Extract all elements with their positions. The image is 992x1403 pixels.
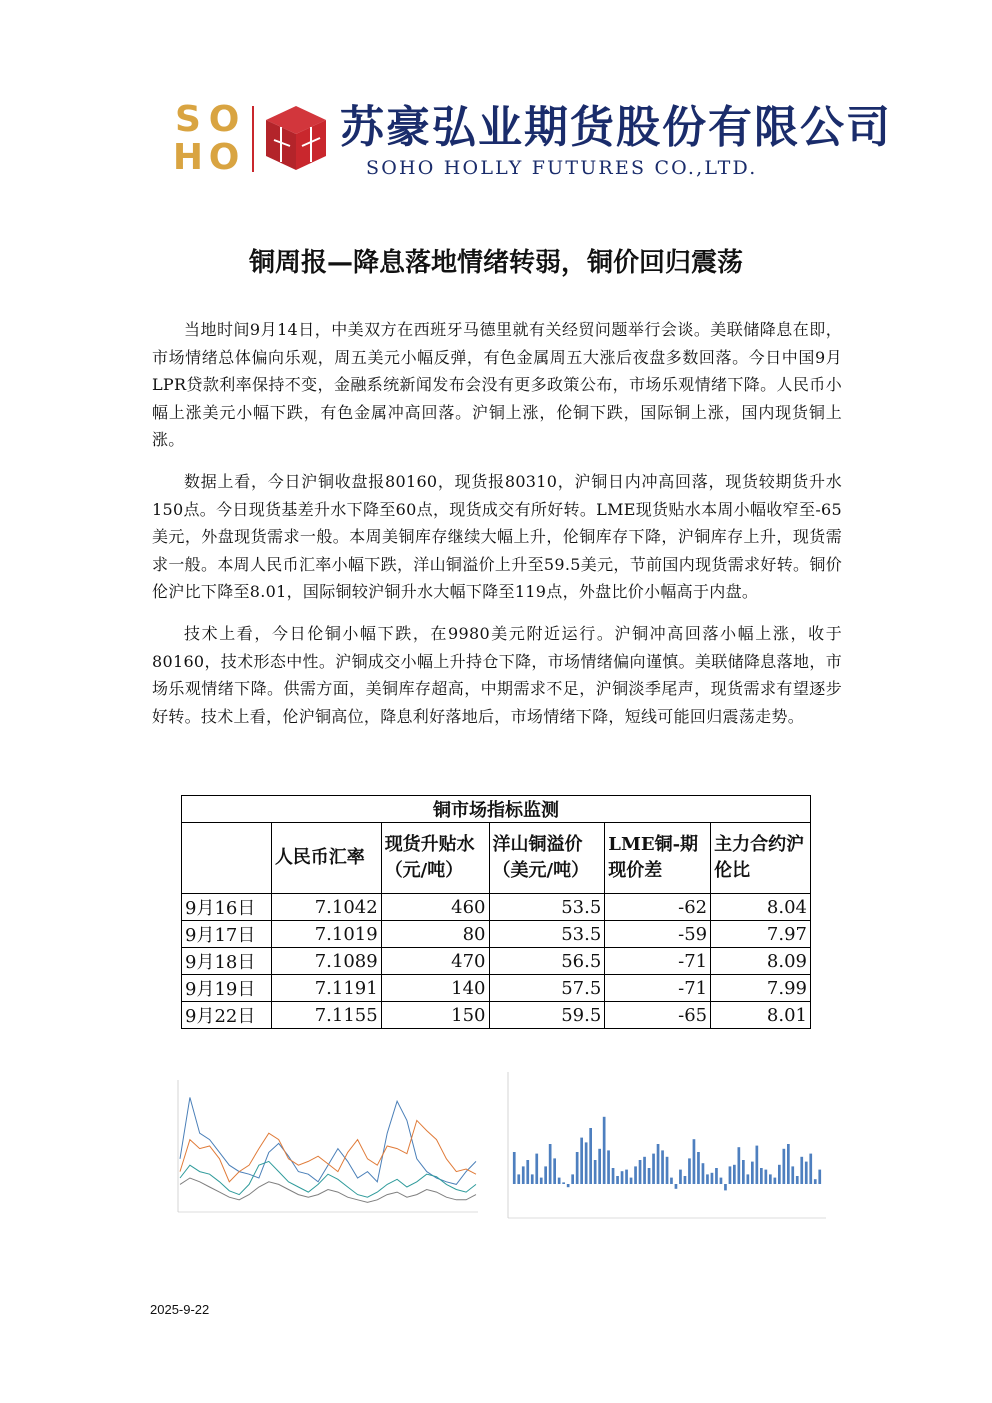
bar	[643, 1157, 646, 1184]
bar	[756, 1146, 759, 1184]
logo-divider	[252, 106, 254, 172]
bar	[666, 1157, 669, 1184]
bar	[791, 1166, 794, 1184]
cell-date: 9月16日	[182, 894, 272, 921]
bar	[693, 1139, 696, 1184]
bar	[553, 1158, 556, 1184]
bar	[522, 1166, 525, 1184]
table-row	[182, 948, 811, 975]
cell-date: 9月17日	[182, 921, 272, 948]
bar	[652, 1154, 655, 1184]
bar	[729, 1166, 732, 1184]
bar	[540, 1178, 543, 1184]
holly-cube-logo-icon	[264, 104, 328, 172]
logo-letter: H	[172, 137, 204, 178]
table-row	[182, 1002, 811, 1029]
cell-ratio: 8.04	[711, 894, 811, 921]
paragraph-data: 数据上看，今日沪铜收盘报80160，现货报80310，沪铜日内冲高回落，现货较期货升水150点。今日现货基差升水下降至60点，现货成交有所好转。LME现货贴水本周小幅收窄至-65美元，外盘现货需求一般。本周美铜库存继续大幅上升，伦铜库存下降，沪铜库存上升，现货需求一般。本周人民币汇率小幅下跌，洋山铜溢价上升至59.5美元，节前国内现货需求好转。铜价伦沪比下降至8.01，国际铜较沪铜升水大幅下降至119点，外盘比价小幅高于内盘。	[152, 471, 842, 602]
series-line-2	[180, 1161, 476, 1197]
report-title: 铜周报—降息落地情绪转弱，铜价回归震荡	[248, 248, 743, 278]
bar	[589, 1128, 592, 1184]
company-header	[168, 99, 892, 180]
logo-letter: O	[208, 137, 240, 178]
cell-lme: -59	[605, 921, 711, 948]
cell-yangshan: 57.5	[489, 975, 605, 1002]
bar	[513, 1152, 516, 1184]
bar	[580, 1138, 583, 1184]
bar	[787, 1144, 790, 1184]
bar	[818, 1170, 821, 1184]
table-header-lme: LME铜-期现价差	[605, 823, 711, 894]
cell-date: 9月22日	[182, 1002, 272, 1029]
bar	[783, 1149, 786, 1184]
cell-ratio: 7.97	[711, 921, 811, 948]
cell-rmb: 7.1089	[271, 948, 381, 975]
table-caption: 铜市场指标监测	[182, 796, 811, 823]
cell-lme: -71	[605, 975, 711, 1002]
paragraph-macro: 当地时间9月14日，中美双方在西班牙马德里就有关经贸问题举行会谈。美联储降息在即，市场情绪总体偏向乐观，周五美元小幅反弹，有色金属周五大涨后夜盘多数回落。今日中国9月LPR贷款利率保持不变，金融系统新闻发布会没有更多政策公布，市场乐观情绪下降。人民币小幅上涨美元小幅下跌，有色金属冲高回落。沪铜上涨，伦铜下跌，国际铜上涨，国内现货铜上涨。	[152, 320, 842, 450]
bar	[774, 1178, 777, 1184]
table-row	[182, 894, 811, 921]
soho-logo	[170, 99, 242, 178]
cell-yangshan: 53.5	[489, 894, 605, 921]
table-header-ratio: 主力合约沪伦比	[711, 823, 811, 894]
cell-spot: 80	[381, 921, 489, 948]
bar	[571, 1174, 574, 1184]
table-header-rmb: 人民币汇率	[271, 823, 381, 894]
bar	[769, 1174, 772, 1184]
bar	[526, 1160, 529, 1184]
company-name-cn: 苏豪弘业期货股份有限公司	[340, 102, 892, 153]
table-header-spot: 现货升贴水（元/吨）	[381, 823, 489, 894]
bar	[648, 1168, 651, 1184]
cell-rmb: 7.1042	[271, 894, 381, 921]
series-line-3	[180, 1178, 476, 1202]
cell-spot: 470	[381, 948, 489, 975]
table-row	[182, 975, 811, 1002]
bar	[800, 1157, 803, 1184]
bar	[549, 1144, 552, 1184]
bar	[517, 1174, 520, 1184]
bar	[535, 1154, 538, 1184]
bar	[567, 1184, 570, 1187]
paragraph-technical: 技术上看，今日伦铜小幅下跌，在9980美元附近运行。沪铜冲高回落小幅上涨，收于80160，技术形态中性。沪铜成交小幅上升持仓下降，市场情绪偏向谨慎。美联储降息落地，市场乐观情绪下降。供需方面，美铜库存超高，中期需求不足，沪铜淡季尾声，现货需求有望逐步好转。技术上看，伦沪铜高位，降息利好落地后，市场情绪下降，短线可能回归震荡走势。	[152, 623, 842, 726]
series-line-1	[180, 1120, 476, 1181]
bar	[612, 1168, 615, 1184]
spot-premium-line-chart	[148, 1062, 488, 1242]
table-header-date	[182, 823, 272, 894]
cell-ratio: 7.99	[711, 975, 811, 1002]
bar	[778, 1165, 781, 1184]
cell-yangshan: 53.5	[489, 921, 605, 948]
bar	[796, 1176, 799, 1184]
cell-yangshan: 59.5	[489, 1002, 605, 1029]
bar	[751, 1162, 754, 1184]
bar	[684, 1176, 687, 1184]
cell-rmb: 7.1019	[271, 921, 381, 948]
logo-letter: O	[208, 99, 240, 140]
cell-rmb: 7.1155	[271, 1002, 381, 1029]
bar	[688, 1158, 691, 1184]
cell-spot: 150	[381, 1002, 489, 1029]
bar	[711, 1173, 714, 1184]
cell-rmb: 7.1191	[271, 975, 381, 1002]
company-name-en: SOHO HOLLY FUTURES CO.,LTD.	[366, 157, 758, 179]
table-row	[182, 921, 811, 948]
cell-date: 9月19日	[182, 975, 272, 1002]
cell-ratio: 8.01	[711, 1002, 811, 1029]
bar	[747, 1174, 750, 1184]
cell-spot: 140	[381, 975, 489, 1002]
bar	[594, 1160, 597, 1184]
bar	[715, 1168, 718, 1184]
bar	[760, 1168, 763, 1184]
bar	[765, 1170, 768, 1184]
bar	[706, 1174, 709, 1184]
cell-lme: -65	[605, 1002, 711, 1029]
bar	[558, 1178, 561, 1184]
bar	[702, 1163, 705, 1184]
bar	[621, 1171, 624, 1184]
bar	[814, 1179, 817, 1184]
bar	[616, 1176, 619, 1184]
bar	[809, 1154, 812, 1184]
bar	[603, 1117, 606, 1184]
yangshan-premium-bar-chart	[496, 1062, 836, 1242]
bar	[625, 1170, 628, 1184]
bar	[724, 1184, 727, 1190]
bar	[738, 1147, 741, 1184]
bar	[639, 1160, 642, 1184]
bar	[531, 1174, 534, 1184]
bar	[661, 1150, 664, 1184]
copper-indicator-table	[181, 795, 811, 1029]
cell-yangshan: 56.5	[489, 948, 605, 975]
bar	[679, 1170, 682, 1184]
bar	[805, 1162, 808, 1184]
cell-lme: -62	[605, 894, 711, 921]
bar	[630, 1178, 633, 1184]
cell-spot: 460	[381, 894, 489, 921]
table-header-yangshan: 洋山铜溢价（美元/吨）	[489, 823, 605, 894]
table-header-row	[182, 823, 811, 894]
bar	[733, 1165, 736, 1184]
bar	[576, 1152, 579, 1184]
bar	[607, 1150, 610, 1184]
bar	[675, 1184, 678, 1189]
bar	[585, 1142, 588, 1184]
bar	[634, 1166, 637, 1184]
bar	[670, 1178, 673, 1184]
bar	[562, 1182, 565, 1184]
cell-ratio: 8.09	[711, 948, 811, 975]
bar	[697, 1152, 700, 1184]
bar	[742, 1160, 745, 1184]
cell-date: 9月18日	[182, 948, 272, 975]
report-body	[152, 316, 842, 744]
bar	[720, 1178, 723, 1184]
logo-letter: S	[175, 99, 201, 140]
footer-date: 2025-9-22	[150, 1302, 210, 1317]
cell-lme: -71	[605, 948, 711, 975]
bar	[598, 1149, 601, 1184]
bar	[544, 1166, 547, 1184]
bar	[657, 1144, 660, 1184]
